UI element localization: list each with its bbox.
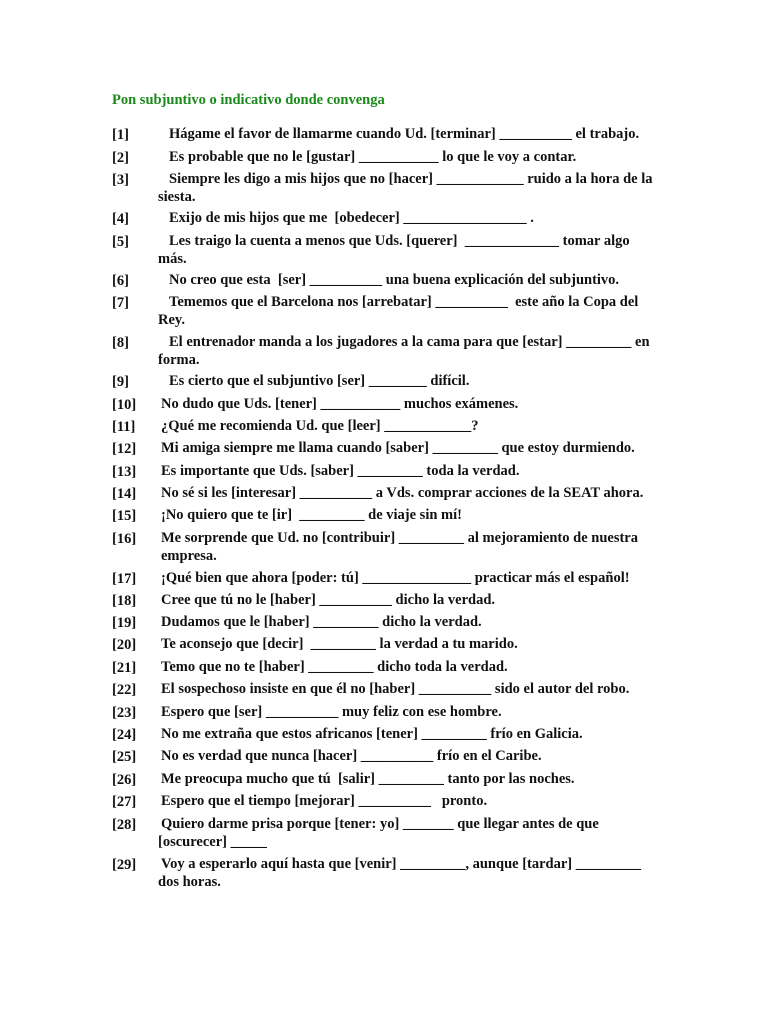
item-sentence: No sé si les [interesar] __________ a Vds. comprar acciones de la SEAT ahora. bbox=[161, 485, 644, 501]
item-sentence: Exijo de mis hijos que me [obedecer] _________________ . bbox=[169, 210, 534, 226]
item-sentence: Temo que no te [haber] _________ dicho toda la verdad. bbox=[161, 659, 508, 675]
item-number: [17] bbox=[112, 571, 137, 587]
item-number: [4] bbox=[112, 211, 129, 227]
item-sentence: Te aconsejo que [decir] _________ la verdad a tu marido. bbox=[161, 636, 518, 652]
item-sentence: Dudamos que le [haber] _________ dicho la verdad. bbox=[161, 614, 482, 630]
item-number: [9] bbox=[112, 374, 129, 390]
item-number: [25] bbox=[112, 749, 137, 765]
item-number: [24] bbox=[112, 727, 137, 743]
item-number: [27] bbox=[112, 794, 137, 810]
item-number: [26] bbox=[112, 772, 137, 788]
item-sentence: El sospechoso insiste en que él no [haber] __________ sido el autor del robo. bbox=[161, 681, 630, 697]
item-sentence: Es importante que Uds. [saber] _________ toda la verdad. bbox=[161, 463, 520, 479]
item-sentence: Mi amiga siempre me llama cuando [saber] _________ que estoy durmiendo. bbox=[161, 440, 635, 456]
item-sentence: Es cierto que el subjuntivo [ser] ________ difícil. bbox=[169, 373, 470, 389]
item-number: [13] bbox=[112, 464, 137, 480]
item-number: [15] bbox=[112, 508, 137, 524]
item-number: [8] bbox=[112, 335, 129, 351]
item-sentence: Es probable que no le [gustar] ___________ lo que le voy a contar. bbox=[169, 149, 577, 165]
item-number: [3] bbox=[112, 172, 129, 188]
item-sentence: Siempre les digo a mis hijos que no [hacer] ____________ ruido a la hora de la siesta. bbox=[158, 171, 657, 205]
item-number: [29] bbox=[112, 857, 137, 873]
item-sentence: ¡Qué bien que ahora [poder: tú] _______________ practicar más el español! bbox=[161, 570, 630, 586]
item-number: [6] bbox=[112, 273, 129, 289]
item-sentence: Hágame el favor de llamarme cuando Ud. [terminar] __________ el trabajo. bbox=[169, 126, 640, 142]
item-number: [18] bbox=[112, 593, 137, 609]
item-number: [23] bbox=[112, 705, 137, 721]
item-sentence: Les traigo la cuenta a menos que Uds. [querer] _____________ tomar algo más. bbox=[158, 233, 634, 267]
page-title: Pon subjuntivo o indicativo donde convenga bbox=[112, 92, 385, 108]
item-number: [22] bbox=[112, 682, 137, 698]
item-sentence: Voy a esperarlo aquí hasta que [venir] _________, aunque [tardar] _________ dos horas. bbox=[158, 856, 645, 890]
item-sentence: Tememos que el Barcelona nos [arrebatar] __________ este año la Copa del Rey. bbox=[158, 294, 642, 328]
item-number: [7] bbox=[112, 295, 129, 311]
item-number: [28] bbox=[112, 817, 137, 833]
item-sentence: Cree que tú no le [haber] __________ dicho la verdad. bbox=[161, 592, 496, 608]
item-number: [5] bbox=[112, 234, 129, 250]
item-sentence: Quiero darme prisa porque [tener: yo] _______ que llegar antes de que [oscurecer] _____ bbox=[158, 816, 603, 850]
item-number: [2] bbox=[112, 150, 129, 166]
item-sentence: ¡No quiero que te [ir] _________ de viaje sin mí! bbox=[161, 507, 462, 523]
item-sentence: Espero que el tiempo [mejorar] __________ pronto. bbox=[161, 793, 488, 809]
item-number: [14] bbox=[112, 486, 137, 502]
item-number: [1] bbox=[112, 127, 129, 143]
item-sentence: Espero que [ser] __________ muy feliz con ese hombre. bbox=[161, 704, 502, 720]
item-sentence: No me extraña que estos africanos [tener] _________ frío en Galicia. bbox=[161, 726, 583, 742]
item-number: [19] bbox=[112, 615, 137, 631]
item-sentence: Me sorprende que Ud. no [contribuir] _________ al mejoramiento de nuestra empresa. bbox=[161, 530, 642, 564]
item-sentence: No creo que esta [ser] __________ una buena explicación del subjuntivo. bbox=[169, 272, 620, 288]
item-number: [11] bbox=[112, 419, 136, 435]
item-number: [21] bbox=[112, 660, 137, 676]
item-sentence: Me preocupa mucho que tú [salir] _________ tanto por las noches. bbox=[161, 771, 575, 787]
item-number: [10] bbox=[112, 397, 137, 413]
item-sentence: ¿Qué me recomienda Ud. que [leer] ____________? bbox=[161, 418, 479, 434]
item-sentence: No es verdad que nunca [hacer] __________ frío en el Caribe. bbox=[161, 748, 542, 764]
item-number: [20] bbox=[112, 637, 137, 653]
item-number: [16] bbox=[112, 531, 137, 547]
item-number: [12] bbox=[112, 441, 137, 457]
item-sentence: El entrenador manda a los jugadores a la cama para que [estar] _________ en forma. bbox=[158, 334, 654, 368]
item-sentence: No dudo que Uds. [tener] ___________ muchos exámenes. bbox=[161, 396, 519, 412]
